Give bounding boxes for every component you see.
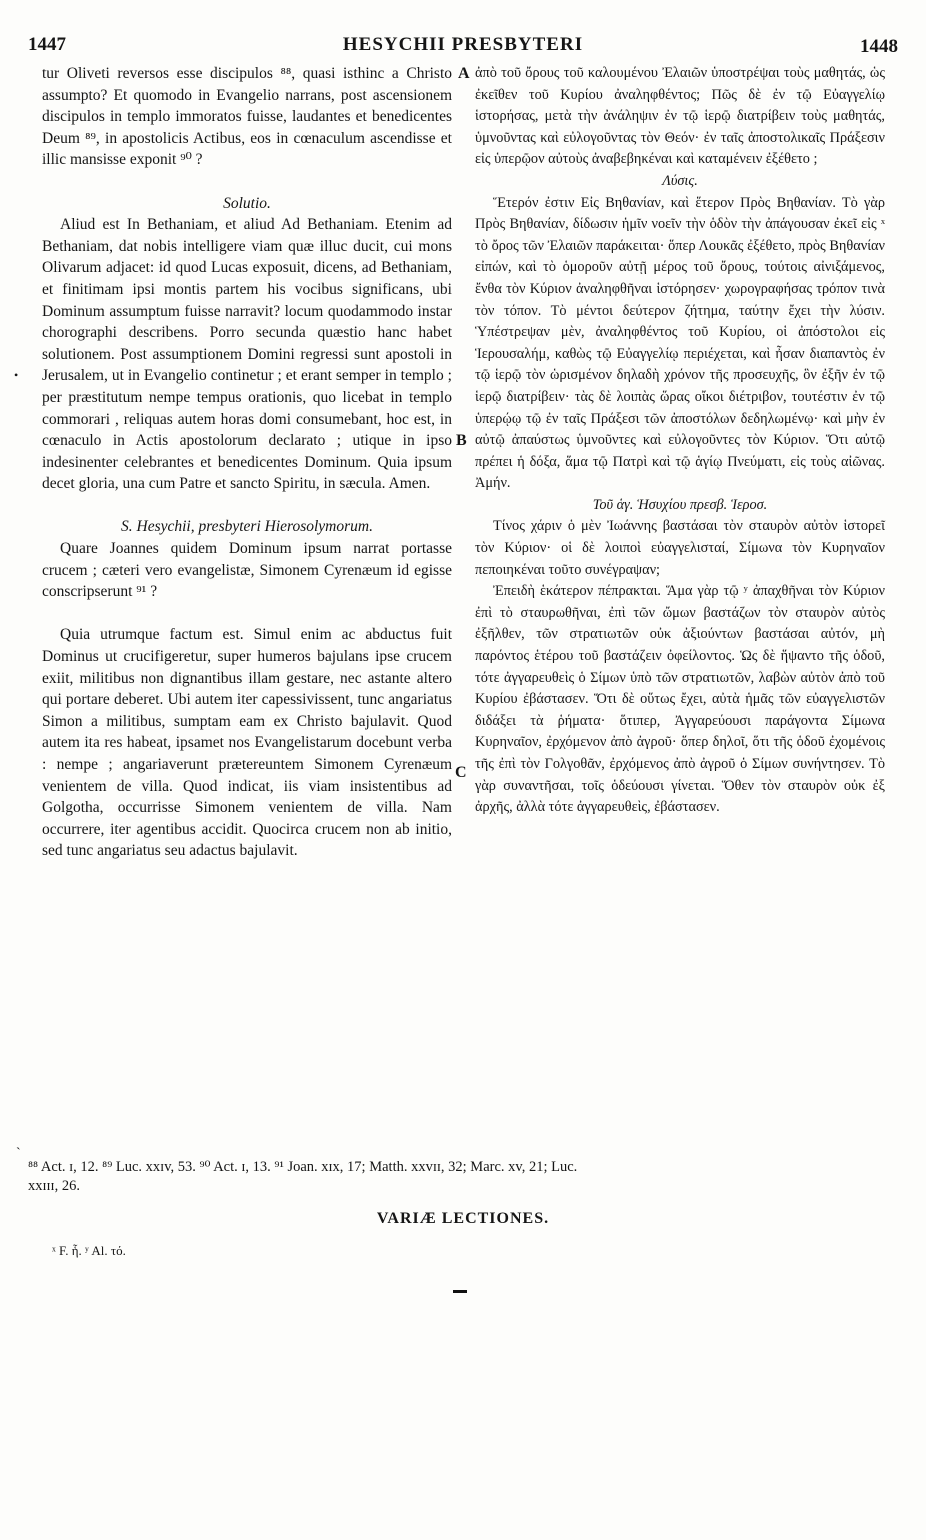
greek-column <box>475 63 885 819</box>
latin-solutio-heading: Solutio. <box>223 194 271 212</box>
footnotes <box>28 1158 898 1196</box>
margin-marker-b: B <box>456 432 467 449</box>
running-title: HESYCHII PRESBYTERI <box>342 34 584 55</box>
latin-paragraph: Quia utrumque factum est. Simul enim ac abductus fuit Dominus ut crucifigeretur, super humeros bajulans ipse crucem exiit, militibus non dignantibus illam gestare, nec astante altero qui portare deberet. Ubi autem iter capessivissent, tunc angariatus Simon a militibus, sumptam eam ex Christo bajulavit. Quod autem ita res habeat, ipsamet nos Evangelistarum docebunt verba : nempe ; angariaverunt prætereuntem Simonem Cyrenæum venientem de villa. Quod indicat, iis viam insistentibus ad Golgotha, occurrisse Simonem venientem de villa. Nam occurrere, iter agentibus accidit. Quocirca crucem non ab initio, sed tunc angariatus seu adactus bajulavit. <box>42 626 452 860</box>
latin-column <box>42 63 452 862</box>
greek-paragraph: Ἕτερόν ἐστιν Εἰς Βηθανίαν, καὶ ἕτερον Πρὸς Βηθανίαν. Τὸ γὰρ Πρὸς Βηθανίαν, δίδωσιν ἡμῖν νοεῖν τὴν ὁδὸν τὴν ἀπάγουσαν ἐκεῖ εἰς ˣ τὸ ὄρος τῶν Ἐλαιῶν παράκειται· ὅπερ Λουκᾶς ἐξέθετο, πρὸς Βηθανίαν εἰπών, καὶ τὸ ὁμοροῦν αὐτῇ μέρος τοῦ ὄρους, τούτοις αἰνιξάμενος, ἔνθα τὸν Κύριον ἀναληφθῆναι ἱστόρησεν· χωρογραφήσας τρόπον τινὰ τὸν τόπον. Τὸ μέντοι δεύτερον ζήτημα, ταύτην ἔχει τὴν λύσιν. Ὑπέστρεψαν μὲν, ἀναληφθέντος τοῦ Κυρίου, οἱ ἀπόστολοι εἰς Ἱερουσαλήμ, καθὼς τῷ Εὐαγγελίῳ περιέχεται, καὶ ἦσαν διαπαντὸς ἐν τῷ ἱερῷ τὸν ὡρισμένον δηλαδὴ χρόνον τῆς προσευχῆς, ὃν ἐξῆν ἐν τῷ ἱερῷ διατρίβειν· τὰς δὲ λοιπὰς ὥρας οἴκοι διέτριβον, τουτέστιν ἐν τῷ ὑπερῴῳ τῷ ἐν ταῖς Πράξεσι τῶν ἀποστόλων δεδηλωμένῳ· καὶ μὴν ἐν αὐτῷ ἀπαύστως ὑμνοῦντες καὶ εὐλογοῦντες τὸν Κύριον. Ὅτι αὐτῷ πρέπει ἡ δόξα, ἅμα τῷ Πατρὶ καὶ τῷ ἁγίῳ Πνεύματι, εἰς τοὺς αἰῶνας. Ἀμήν. <box>475 194 885 492</box>
greek-paragraph: Ἐπειδὴ ἑκάτερον πέπρακται. Ἅμα γὰρ τῷ ʸ ἀπαχθῆναι τὸν Κύριον ἐπὶ τὸ σταυρωθῆναι, ἐπὶ τῶν ὤμων βαστάζων τὸν σταυρὸν αὐτὸς ἐξῆλθεν, τῶν στρατιωτῶν οὐκ ἀξιούντων βαστάσαι αὐτόν, μὴ παρόντος ἑτέρου τοῦ βαστάζειν ὀφείλοντος. Ὡς δὲ ἥψαντο τῆς ὁδοῦ, τότε ἀγγαρευθεὶς ὁ Σίμων ὑπὸ τῶν στρατιωτῶν, λαβὼν αὐτὸν ἀπὸ τοῦ Κυρίου ἐβάστασεν. Ὅτι δὲ οὕτως ἔχει, αὐτὰ ἡμᾶς τῶν εὐαγγελιστῶν διδάξει τὰ ῥήματα· ὅτιπερ, Ἀγγαρεύουσι παράγοντα Σίμωνα Κυρηναῖον, ἐρχόμενον ἀπὸ ἀγροῦ· ὅπερ δηλοῖ, ὅτι τῆς ὁδοῦ ἐχομένοις τῆς ἐπὶ τὸν Γολγοθᾶν, ἐρχόμενος ἀπὸ ἀγροῦ ὁ Σίμων συνήντησεν. Τὸ γὰρ συναντῆσαι, τοῖς ὁδεύουσι γίνεται. Ὅθεν τὸν σταυρὸν οὐκ ἐξ ἀρχῆς, ἀλλὰ τότε ἀγγαρευθεὶς, ἐβάστασεν. <box>475 583 885 816</box>
latin-section-heading: S. Hesychii, presbyteri Hierosolymorum. <box>121 518 373 536</box>
latin-question: Quare Joannes quidem Dominum ipsum narrat portasse crucem ; cæteri vero evangelistæ, Simonem Cyrenæum id egisse conscripserunt ⁹¹ ? <box>42 540 452 601</box>
greek-question: Τίνος χάριν ὁ μὲν Ἰωάννης βαστάσαι τὸν σταυρὸν αὐτὸν ἱστορεῖ τὸν Κύριον· οἱ δὲ λοιποὶ εὐαγγελισταί, Σίμωνα τὸν Κυρηναῖον πεποιηκέναι τοῦτο συνέγραψαν; <box>475 518 885 578</box>
greek-paragraph: ἀπὸ τοῦ ὄρους τοῦ καλουμένου Ἐλαιῶν ὑποστρέψαι τοὺς μαθητάς, ὡς ἐκεῖθεν τοῦ Κυρίου ἀναληφθέντος; Πῶς δὲ ἐν τῷ Εὐαγγελίῳ ἱστορήσας, μετὰ τὴν ἀνάληψιν ἐν τῷ ἱερῷ διατρίβειν τοὺς μαθητάς, ὑμνοῦντας καὶ εὐλογοῦντας τὸν Θεόν· ἐν ταῖς ἀποστολικαῖς Πράξεσιν εἰς ὑπερῷον αὐτοὺς ἀναβεβηκέναι καὶ καταμένειν ἐξέθετο ; <box>475 65 885 168</box>
greek-lysis-heading: Λύσις. <box>662 172 698 189</box>
margin-marker-c: C <box>455 764 467 781</box>
section-rule <box>453 1290 467 1293</box>
latin-paragraph: Aliud est In Bethaniam, et aliud Ad Bethaniam. Etenim ad Bethaniam, dat nobis intelligere viam quæ illuc ducit, cui mons Olivarum adjacet: id quod Lucas exposuit, dicens, ad Bethaniam, et finitimam ipsi montis partem his vocibus significans, ubi Dominum assumptum fuisse narravit? locum quodammodo instar chorographi describens. Porro secunda quæstio hanc habet solutionem. Post assumptionem Domini regressi sunt apostoli in Jerusalem, ut in Evangelio continetur ; et erant semper in templo ; per præstitutum nempe tempus orationis, quo licebat in templo commorari , reliquas autem horas domi consumebant, hoc est, in cœnaculo in Actis apostolorum declarato ; utique in ipso indesinenter celebrantes et benedicentes Dominum. Quia ipsum decet gloria, una cum Patre et sancto Spiritu, in sæcula. Amen. <box>42 216 452 493</box>
margin-dot: • <box>14 368 19 382</box>
page-number-right: 1448 <box>860 36 898 57</box>
footnote-line: ⁸⁸ Act. ɪ, 12. ⁸⁹ Luc. xxɪv, 53. ⁹⁰ Act. ɪ, 13. ⁹¹ Joan. xɪx, 17; Matth. xxvɪɪ, 32; Marc. xv, 21; Luc. <box>28 1159 578 1175</box>
footnote-line: xxɪɪɪ, 26. <box>28 1178 80 1194</box>
variae-lectiones-title: VARIÆ LECTIONES. <box>376 1210 550 1227</box>
page-number-left: 1447 <box>28 34 66 55</box>
page-header <box>28 34 898 60</box>
greek-section-heading: Τοῦ ἁγ. Ἡσυχίου πρεσβ. Ἱεροσ. <box>592 496 768 513</box>
latin-paragraph: tur Oliveti reversos esse discipulos ⁸⁸, quasi isthinc a Christo assumpto? Et quomodo in Evangelio narrans, post ascensionem discipulos in templo immoratos fuisse, laudantes et benedicentes Deum ⁸⁹, in apostolicis Actibus, eos in cœnaculum ascendisse et illic mansisse exponit ⁹⁰ ? <box>42 65 452 169</box>
variae-lectiones-notes: ˣ F. ἧ. ʸ Al. τό. <box>52 1243 126 1258</box>
margin-tick: ˴ <box>16 1140 21 1155</box>
margin-marker-a: A <box>458 65 470 82</box>
